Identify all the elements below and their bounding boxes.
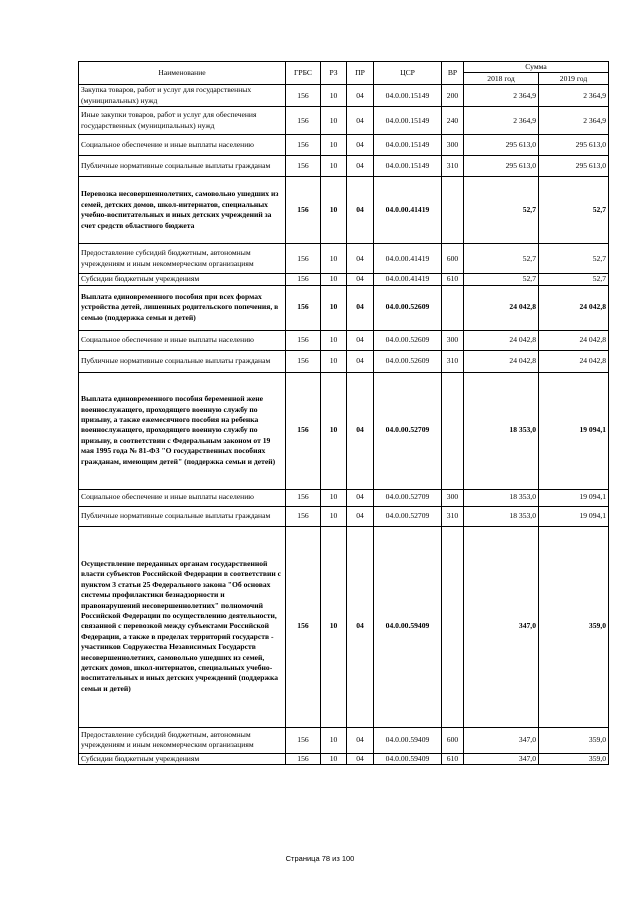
row-sum-2018: 52,7 [464, 274, 539, 285]
row-vr: 310 [442, 156, 464, 177]
row-sum-2018: 2 364,9 [464, 85, 539, 107]
table-row [79, 85, 609, 107]
table-row [79, 727, 609, 753]
row-grbs: 156 [286, 330, 321, 350]
row-sum-2019: 359,0 [539, 526, 609, 727]
row-name: Выплата единовременного пособия беременной жене военнослужащего, проходящего военную службу по призыву, а также ежемесячного пособия на ребенка военнослужащего, проходящего военную службу по призыву, в соответствии с Федеральным законом от 19 мая 1995 года № 81-ФЗ "О государственных пособиях гражданам, имеющим детей" (поддержка семьи и детей) [79, 372, 286, 489]
row-vr: 300 [442, 330, 464, 350]
row-sum-2018: 18 353,0 [464, 506, 539, 526]
row-name: Перевозка несовершеннолетних, самовольно ушедших из семей, детских домов, школ-интернатов, специальных учебно-воспитательных и иных детских учреждений за счет средств областного бюджета [79, 177, 286, 244]
row-csr: 04.0.00.15149 [374, 135, 442, 156]
row-rz: 10 [321, 85, 347, 107]
row-sum-2018: 52,7 [464, 177, 539, 244]
table-row [79, 244, 609, 274]
row-name: Публичные нормативные социальные выплаты гражданам [79, 156, 286, 177]
row-sum-2019: 359,0 [539, 753, 609, 764]
row-csr: 04.0.00.59409 [374, 753, 442, 764]
row-csr: 04.0.00.52709 [374, 372, 442, 489]
budget-table [78, 61, 609, 765]
row-name: Социальное обеспечение и иные выплаты населению [79, 330, 286, 350]
table-row [79, 156, 609, 177]
row-grbs: 156 [286, 85, 321, 107]
row-grbs: 156 [286, 372, 321, 489]
row-sum-2018: 347,0 [464, 727, 539, 753]
header-csr: ЦСР [374, 62, 442, 85]
row-vr: 610 [442, 274, 464, 285]
row-sum-2019: 52,7 [539, 244, 609, 274]
table-row [79, 372, 609, 489]
row-sum-2018: 295 613,0 [464, 156, 539, 177]
row-name: Субсидии бюджетным учреждениям [79, 753, 286, 764]
row-rz: 10 [321, 372, 347, 489]
row-sum-2019: 24 042,8 [539, 330, 609, 350]
row-sum-2018: 52,7 [464, 244, 539, 274]
row-grbs: 156 [286, 506, 321, 526]
row-vr: 300 [442, 489, 464, 506]
table-row [79, 506, 609, 526]
row-rz: 10 [321, 285, 347, 330]
row-name: Социальное обеспечение и иные выплаты населению [79, 489, 286, 506]
row-csr: 04.0.00.41419 [374, 244, 442, 274]
header-year-2018: 2018 год [464, 73, 539, 85]
row-csr: 04.0.00.15149 [374, 156, 442, 177]
row-vr: 600 [442, 727, 464, 753]
header-name: Наименование [79, 62, 286, 85]
row-pr: 04 [347, 506, 374, 526]
row-vr: 200 [442, 85, 464, 107]
table-row [79, 285, 609, 330]
row-csr: 04.0.00.52609 [374, 330, 442, 350]
row-sum-2019: 19 094,1 [539, 489, 609, 506]
row-rz: 10 [321, 727, 347, 753]
row-sum-2018: 24 042,8 [464, 350, 539, 372]
row-grbs: 156 [286, 244, 321, 274]
row-pr: 04 [347, 107, 374, 135]
row-pr: 04 [347, 753, 374, 764]
row-sum-2019: 24 042,8 [539, 350, 609, 372]
row-rz: 10 [321, 135, 347, 156]
row-name: Социальное обеспечение и иные выплаты населению [79, 135, 286, 156]
row-sum-2018: 18 353,0 [464, 489, 539, 506]
table-row [79, 526, 609, 727]
row-vr [442, 285, 464, 330]
row-grbs: 156 [286, 489, 321, 506]
table-row [79, 135, 609, 156]
row-csr: 04.0.00.52609 [374, 285, 442, 330]
row-pr: 04 [347, 285, 374, 330]
row-sum-2018: 347,0 [464, 526, 539, 727]
row-sum-2019: 52,7 [539, 177, 609, 244]
row-name: Предоставление субсидий бюджетным, автономным учреждениям и иным некоммерческим организациям [79, 244, 286, 274]
row-vr: 610 [442, 753, 464, 764]
table-row [79, 330, 609, 350]
header-grbs: ГРБС [286, 62, 321, 85]
row-pr: 04 [347, 350, 374, 372]
row-csr: 04.0.00.41419 [374, 274, 442, 285]
row-pr: 04 [347, 156, 374, 177]
row-sum-2018: 295 613,0 [464, 135, 539, 156]
row-sum-2019: 2 364,9 [539, 85, 609, 107]
header-year-2019: 2019 год [539, 73, 609, 85]
row-pr: 04 [347, 85, 374, 107]
row-sum-2019: 19 094,1 [539, 372, 609, 489]
row-grbs: 156 [286, 526, 321, 727]
row-pr: 04 [347, 727, 374, 753]
row-pr: 04 [347, 177, 374, 244]
row-grbs: 156 [286, 107, 321, 135]
table-row [79, 753, 609, 764]
row-grbs: 156 [286, 285, 321, 330]
row-rz: 10 [321, 177, 347, 244]
row-pr: 04 [347, 526, 374, 727]
row-name: Публичные нормативные социальные выплаты гражданам [79, 350, 286, 372]
row-sum-2019: 295 613,0 [539, 135, 609, 156]
row-csr: 04.0.00.59409 [374, 526, 442, 727]
row-vr: 310 [442, 506, 464, 526]
row-rz: 10 [321, 506, 347, 526]
row-pr: 04 [347, 330, 374, 350]
row-sum-2019: 2 364,9 [539, 107, 609, 135]
row-vr [442, 372, 464, 489]
row-pr: 04 [347, 274, 374, 285]
row-csr: 04.0.00.41419 [374, 177, 442, 244]
row-vr: 310 [442, 350, 464, 372]
row-rz: 10 [321, 330, 347, 350]
row-rz: 10 [321, 107, 347, 135]
row-sum-2018: 347,0 [464, 753, 539, 764]
row-rz: 10 [321, 526, 347, 727]
row-grbs: 156 [286, 350, 321, 372]
row-csr: 04.0.00.59409 [374, 727, 442, 753]
row-sum-2019: 19 094,1 [539, 506, 609, 526]
row-rz: 10 [321, 489, 347, 506]
row-csr: 04.0.00.52709 [374, 506, 442, 526]
row-sum-2019: 52,7 [539, 274, 609, 285]
row-sum-2019: 24 042,8 [539, 285, 609, 330]
row-csr: 04.0.00.52709 [374, 489, 442, 506]
row-name: Осуществление переданных органам государственной власти субъектов Российской Федерации в соответствии с пунктом 3 статьи 25 Федерального закона "Об основах системы профилактики безнадзорности и правонарушений несовершеннолетних" полномочий Российской Федерации по осуществлению деятельности, связанной с перевозкой между субъектами Российской Федерации, а также в пределах территорий государств - участников Содружества Независимых Государств несовершеннолетних, самовольно ушедших из семей, детских домов, школ-интернатов, специальных учебно-воспитательных и иных детских учреждений (поддержка семьи и детей) [79, 526, 286, 727]
row-vr: 600 [442, 244, 464, 274]
row-vr [442, 526, 464, 727]
row-vr [442, 177, 464, 244]
row-rz: 10 [321, 244, 347, 274]
row-grbs: 156 [286, 753, 321, 764]
row-pr: 04 [347, 372, 374, 489]
row-sum-2018: 18 353,0 [464, 372, 539, 489]
row-rz: 10 [321, 156, 347, 177]
row-rz: 10 [321, 753, 347, 764]
row-name: Иные закупки товаров, работ и услуг для обеспечения государственных (муниципальных) нужд [79, 107, 286, 135]
table-row [79, 177, 609, 244]
row-grbs: 156 [286, 156, 321, 177]
row-csr: 04.0.00.52609 [374, 350, 442, 372]
row-rz: 10 [321, 350, 347, 372]
row-sum-2019: 295 613,0 [539, 156, 609, 177]
header-rz: РЗ [321, 62, 347, 85]
row-name: Субсидии бюджетным учреждениям [79, 274, 286, 285]
row-sum-2018: 24 042,8 [464, 285, 539, 330]
row-pr: 04 [347, 135, 374, 156]
header-sum: Сумма [464, 62, 609, 73]
row-sum-2018: 24 042,8 [464, 330, 539, 350]
table-row [79, 107, 609, 135]
row-pr: 04 [347, 489, 374, 506]
table-row [79, 489, 609, 506]
row-csr: 04.0.00.15149 [374, 85, 442, 107]
row-sum-2019: 359,0 [539, 727, 609, 753]
row-rz: 10 [321, 274, 347, 285]
row-grbs: 156 [286, 727, 321, 753]
row-grbs: 156 [286, 135, 321, 156]
page-number: Страница 78 из 100 [285, 854, 355, 863]
row-vr: 240 [442, 107, 464, 135]
header-vr: ВР [442, 62, 464, 85]
row-grbs: 156 [286, 274, 321, 285]
table-row [79, 274, 609, 285]
row-name: Публичные нормативные социальные выплаты гражданам [79, 506, 286, 526]
row-grbs: 156 [286, 177, 321, 244]
row-sum-2018: 2 364,9 [464, 107, 539, 135]
header-pr: ПР [347, 62, 374, 85]
table-row [79, 350, 609, 372]
row-name: Выплата единовременного пособия при всех формах устройства детей, лишенных родительского попечения, в семью (поддержка семьи и детей) [79, 285, 286, 330]
row-pr: 04 [347, 244, 374, 274]
row-vr: 300 [442, 135, 464, 156]
row-csr: 04.0.00.15149 [374, 107, 442, 135]
row-name: Закупка товаров, работ и услуг для государственных (муниципальных) нужд [79, 85, 286, 107]
table-body [79, 85, 609, 765]
row-name: Предоставление субсидий бюджетным, автономным учреждениям и иным некоммерческим организациям [79, 727, 286, 753]
